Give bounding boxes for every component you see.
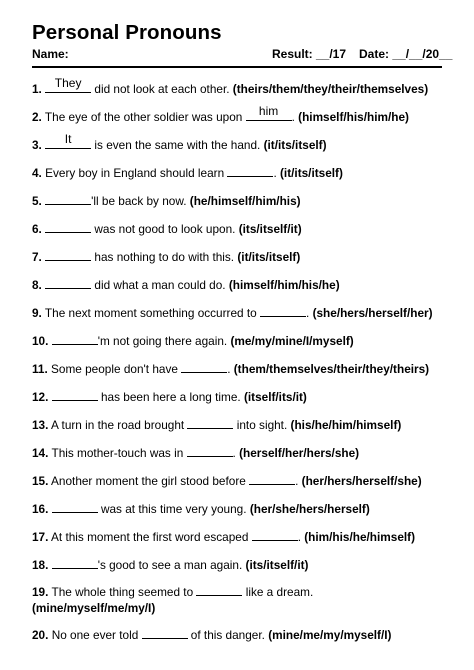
question-12 [32,389,446,405]
answer-blank[interactable] [252,529,298,541]
question-14 [32,445,446,461]
question-15 [32,473,446,489]
answer-blank[interactable] [52,333,98,345]
answer-blank[interactable] [52,389,98,401]
question-number: 6. [32,222,42,236]
question-text-after: into sight. [233,418,291,432]
answer-text: It [64,132,72,146]
question-text-before: At this moment the first word escaped [51,530,252,544]
question-text-before: No one ever told [51,628,142,642]
question-10 [32,333,446,349]
answer-options: (its/itself/it) [245,558,309,572]
question-18 [32,557,446,573]
question-number: 12. [32,390,49,404]
answer-blank[interactable] [45,277,91,289]
question-text-before: This mother-touch was in [51,446,187,460]
question-number: 3. [32,138,42,152]
answer-options: (her/hers/herself/she) [301,474,422,488]
question-text-after: . [297,530,305,544]
question-text-before: The eye of the other soldier was upon [44,110,246,124]
answer-options: (me/my/mine/I/myself) [230,334,354,348]
answer-blank[interactable] [142,627,188,639]
question-8 [32,277,446,293]
question-number: 18. [32,558,49,572]
name-label: Name: [32,47,69,61]
question-20 [32,627,446,643]
answer-options: (she/hers/herself/her) [312,306,433,320]
answer-text: They [54,76,82,90]
answer-blank[interactable] [45,132,91,149]
question-text-after: is even the same with the hand. [91,138,264,152]
question-text-after: like a dream. [242,585,314,599]
answer-options: (theirs/them/they/their/themselves) [232,82,429,96]
answer-options: (he/himself/him/his) [189,194,301,208]
question-number: 2. [32,110,42,124]
result-label: Result: __/17 [272,47,347,61]
question-3 [32,132,446,153]
question-text-after: . [306,306,313,320]
question-number: 8. [32,278,42,292]
question-number: 13. [32,418,49,432]
question-number: 9. [32,306,42,320]
question-text-after: was not good to look upon. [91,222,239,236]
question-text-after: of this danger. [187,628,269,642]
answer-options: (himself/his/him/he) [298,110,409,124]
question-text-before: A turn in the road brought [51,418,188,432]
question-text-after: 'm not going there again. [97,334,231,348]
question-5 [32,193,446,209]
question-text-after: . [273,166,280,180]
answer-blank[interactable] [52,501,98,513]
question-text-after: 's good to see a man again. [97,558,246,572]
answer-blank[interactable] [45,193,91,205]
answer-options: (his/he/him/himself) [290,418,402,432]
page-title: Personal Pronouns [32,21,222,44]
answer-blank[interactable] [260,305,306,317]
question-6 [32,221,446,237]
question-number: 19. [32,585,49,599]
question-text-after: . [227,362,234,376]
question-text-before: Every boy in England should learn [45,166,228,180]
question-text-after: . [291,110,299,124]
answer-blank[interactable] [196,584,242,596]
question-17 [32,529,446,545]
question-7 [32,249,446,265]
answer-blank[interactable] [249,473,295,485]
answer-options: (himself/him/his/he) [228,278,340,292]
question-text-after: did what a man could do. [91,278,229,292]
answer-blank[interactable] [45,249,91,261]
answer-blank[interactable] [246,104,292,121]
question-9 [32,305,446,321]
question-number: 4. [32,166,42,180]
answer-options: (her/she/hers/herself) [249,502,370,516]
question-text-after: did not look at each other. [91,82,233,96]
answer-blank[interactable] [181,361,227,373]
question-text-after: . [295,474,302,488]
question-13 [32,417,446,433]
question-number: 7. [32,250,42,264]
date-label: Date: __/__/20__ [359,47,453,61]
question-19 [32,584,446,616]
question-text-after: 'll be back by now. [91,194,190,208]
answer-text: him [258,104,279,118]
question-number: 5. [32,194,42,208]
answer-options: (its/itself/it) [238,222,302,236]
question-text-before: The whole thing seemed to [51,585,197,599]
question-4 [32,165,446,181]
question-16 [32,501,446,517]
answer-options: (it/its/itself) [237,250,301,264]
answer-options: (herself/her/hers/she) [239,446,360,460]
header-divider [32,66,442,68]
question-number: 11. [32,362,48,376]
answer-options: (itself/its/it) [243,390,307,404]
worksheet-header [32,47,453,63]
answer-options: (mine/me/my/myself/I) [268,628,392,642]
answer-blank[interactable] [45,76,91,93]
question-text-after: has been here a long time. [97,390,244,404]
answer-blank[interactable] [187,417,233,429]
answer-blank[interactable] [187,445,233,457]
question-number: 14. [32,446,49,460]
answer-options: (it/its/itself) [280,166,343,180]
answer-options: (mine/myself/me/my/I) [32,601,156,615]
question-text-before: The next moment something occurred to [44,306,260,320]
question-number: 10. [32,334,49,348]
question-11 [32,361,446,377]
answer-options: (him/his/he/himself) [304,530,416,544]
answer-blank[interactable] [45,221,91,233]
question-number: 1. [32,82,42,96]
question-text-after: was at this time very young. [97,502,250,516]
answer-blank[interactable] [52,557,98,569]
answer-blank[interactable] [227,165,273,177]
question-text-after: . [232,446,240,460]
question-number: 16. [32,502,49,516]
question-number: 15. [32,474,49,488]
question-1 [32,76,446,97]
answer-options: (them/themselves/their/they/theirs) [233,362,430,376]
answer-options: (it/its/itself) [263,138,327,152]
question-text-before: Another moment the girl stood before [51,474,250,488]
question-2 [32,104,446,125]
question-number: 20. [32,628,49,642]
question-text-after: has nothing to do with this. [91,250,238,264]
question-number: 17. [32,530,49,544]
question-text-before: Some people don't have [51,362,182,376]
